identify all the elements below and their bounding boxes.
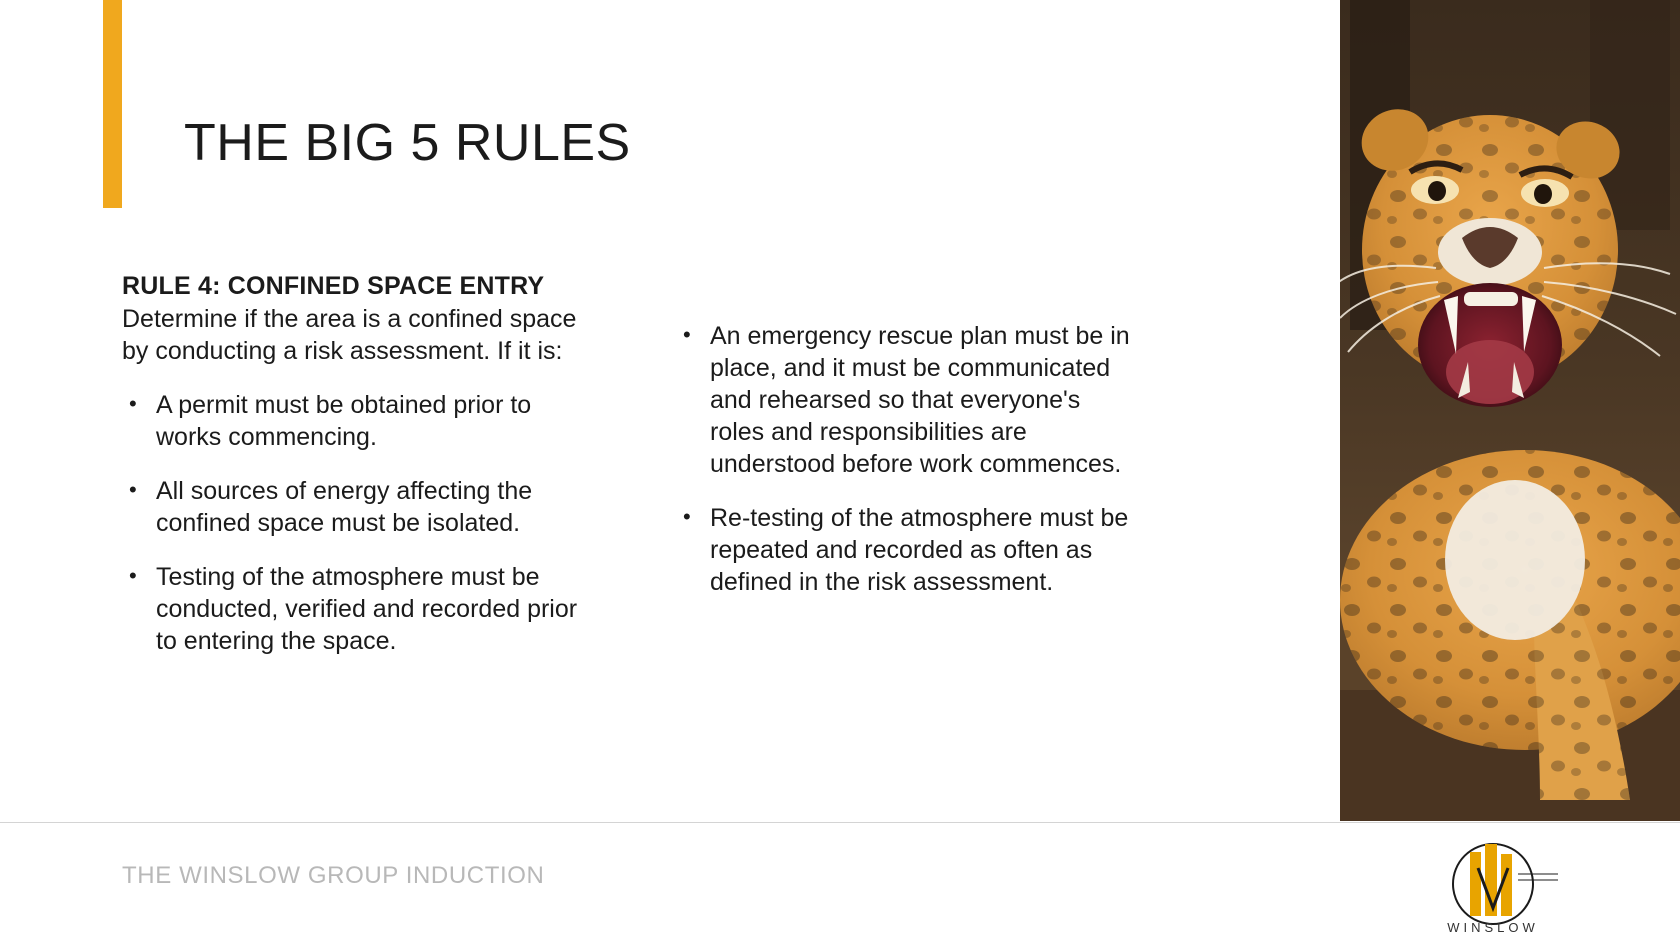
leopard-photo bbox=[1340, 0, 1680, 821]
list-item: • A permit must be obtained prior to works commencing. bbox=[122, 389, 592, 453]
winslow-logo-icon bbox=[1418, 838, 1568, 930]
right-bullet-list bbox=[676, 320, 1136, 598]
rule-heading: RULE 4: CONFINED SPACE ENTRY bbox=[122, 272, 545, 300]
list-item: • Testing of the atmosphere must be conducted, verified and recorded prior to entering the space. bbox=[122, 561, 592, 657]
left-text-column bbox=[122, 270, 592, 657]
page-title: THE BIG 5 RULES bbox=[184, 113, 631, 172]
footer-divider bbox=[0, 822, 1680, 823]
right-text-column bbox=[676, 320, 1136, 598]
rule-intro-text: Determine if the area is a confined space by conducting a risk assessment. If it is: bbox=[122, 305, 577, 365]
footer-label: THE WINSLOW GROUP INDUCTION bbox=[122, 862, 545, 889]
left-bullet-list bbox=[122, 389, 592, 657]
title-accent-bar bbox=[103, 0, 122, 208]
winslow-wordmark: WINSLOW bbox=[1447, 920, 1539, 935]
list-item: • All sources of energy affecting the confined space must be isolated. bbox=[122, 475, 592, 539]
list-item: • Re-testing of the atmosphere must be repeated and recorded as often as defined in the risk assessment. bbox=[676, 502, 1136, 598]
list-item: • An emergency rescue plan must be in place, and it must be communicated and rehearsed so that everyone's roles and responsibilities are understood before work commences. bbox=[676, 320, 1136, 480]
